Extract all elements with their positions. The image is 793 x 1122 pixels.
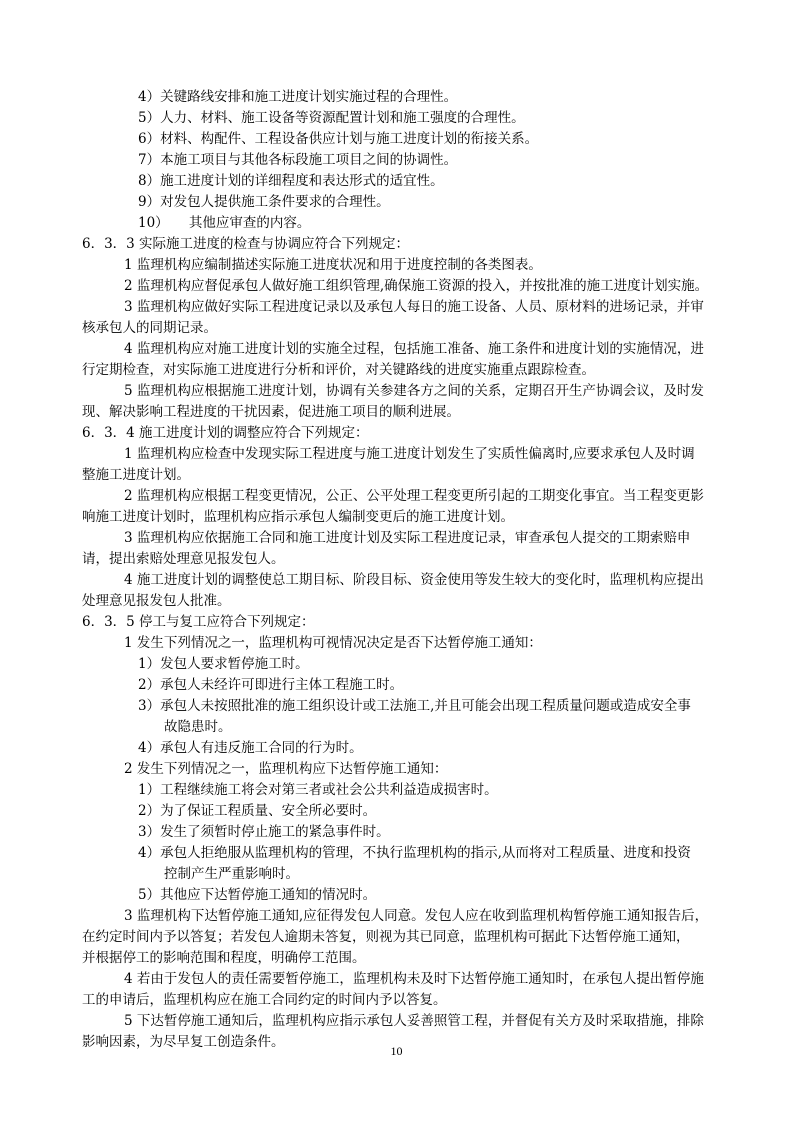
paragraph-line: 1 发生下列情况之一，监理机构可视情况决定是否下达暂停施工通知： — [124, 635, 542, 651]
paragraph-line: 工的申请后，监理机构应在施工合同约定的时间内予以答复。 — [82, 992, 447, 1008]
section-heading: 6．3．4 施工进度计划的调整应符合下列规定： — [82, 425, 369, 441]
paragraph-line: 请，提出索赔处理意见报发包人。 — [82, 551, 285, 567]
paragraph-line: 2 监理机构应根据工程变更情况，公正、公平处理工程变更所引起的工期变化事宜。当工程变更影 — [124, 488, 704, 504]
paragraph-line: 整施工进度计划。 — [82, 467, 190, 483]
list-item: 10） 其他应审查的内容。 — [138, 215, 311, 231]
list-item: 9）对发包人提供施工条件要求的合理性。 — [138, 194, 390, 210]
paragraph-line: 3 监理机构应做好实际工程进度记录以及承包人每日的施工设备、人员、原材料的进场记录，并审 — [124, 299, 704, 315]
paragraph-line: 响施工进度计划时，监理机构应指示承包人编制变更后的施工进度计划。 — [82, 509, 514, 525]
list-item: 2）承包人未经许可即进行主体工程施工时。 — [138, 677, 404, 693]
list-item: 7）本施工项目与其他各标段施工项目之间的协调性。 — [138, 152, 458, 168]
paragraph-line: 3 监理机构下达暂停施工通知,应征得发包人同意。发包人应在收到监理机构暂停施工通知报告后， — [124, 908, 709, 924]
list-item: 2）为了保证工程质量、安全所必要时。 — [138, 803, 377, 819]
paragraph-line: 1 监理机构应编制描述实际施工进度状况和用于进度控制的各类图表。 — [124, 257, 542, 273]
paragraph-line: 5 监理机构应根据施工进度计划，协调有关参建各方之间的关系，定期召开生产协调会议，及时发 — [124, 383, 704, 399]
paragraph-line: 4 监理机构应对施工进度计划的实施全过程，包括施工准备、施工条件和进度计划的实施情况，进 — [124, 341, 704, 357]
section-heading: 6．3．5 停工与复工应符合下列规定： — [82, 614, 315, 630]
list-item: 4）承包人拒绝服从监理机构的管理，不执行监理机构的指示,从而将对工程质量、进度和投资 — [138, 845, 691, 861]
list-item: 4）承包人有违反施工合同的行为时。 — [138, 740, 363, 756]
list-item: 故隐患时。 — [164, 719, 232, 735]
paragraph-line: 并根据停工的影响范围和程度，明确停工范围。 — [82, 950, 366, 966]
paragraph-line: 核承包人的同期记录。 — [82, 320, 217, 336]
section-heading: 6．3．3 实际施工进度的检查与协调应符合下列规定： — [82, 236, 410, 252]
list-item: 4）关键路线安排和施工进度计划实施过程的合理性。 — [138, 89, 458, 105]
list-item: 3）发生了须暂时停止施工的紧急事件时。 — [138, 824, 390, 840]
paragraph-line: 影响因素，为尽早复工创造条件。 — [82, 1034, 285, 1050]
list-item: 控制产生严重影响时。 — [164, 866, 299, 882]
list-item: 3）承包人未按照批准的施工组织设计或工法施工,并且可能会出现工程质量问题或造成安全事 — [138, 698, 691, 714]
paragraph-line: 处理意见报发包人批准。 — [82, 593, 231, 609]
list-item: 6）材料、构配件、工程设备供应计划与施工进度计划的衔接关系。 — [138, 131, 539, 147]
list-item: 5）人力、材料、施工设备等资源配置计划和施工强度的合理性。 — [138, 110, 525, 126]
paragraph-line: 4 若由于发包人的责任需要暂停施工，监理机构未及时下达暂停施工通知时，在承包人提出暂停施 — [124, 971, 704, 987]
page-number: 10 — [390, 1044, 403, 1058]
paragraph-line: 2 发生下列情况之一，监理机构应下达暂停施工通知： — [124, 761, 448, 777]
paragraph-line: 5 下达暂停施工通知后，监理机构应指示承包人妥善照管工程，并督促有关方及时采取措施，排除 — [124, 1013, 704, 1029]
paragraph-line: 行定期检查，对实际施工进度进行分析和评价，对关键路线的进度实施重点跟踪检查。 — [82, 362, 595, 378]
paragraph-line: 在约定时间内予以答复；若发包人逾期未答复，则视为其已同意，监理机构可据此下达暂停施工通知， — [82, 929, 690, 945]
paragraph-line: 现、解决影响工程进度的干扰因素，促进施工项目的顺利进展。 — [82, 404, 460, 420]
list-item: 1）工程继续施工将会对第三者或社会公共利益造成损害时。 — [138, 782, 498, 798]
paragraph-line: 2 监理机构应督促承包人做好施工组织管理,确保施工资源的投入，并按批准的施工进度计划实施。 — [124, 278, 709, 294]
paragraph-line: 3 监理机构应依据施工合同和施工进度计划及实际工程进度记录，审查承包人提交的工期索赔申 — [124, 530, 691, 546]
list-item: 1）发包人要求暂停施工时。 — [138, 656, 309, 672]
paragraph-line: 4 施工进度计划的调整使总工期目标、阶段目标、资金使用等发生较大的变化时，监理机构应提出 — [124, 572, 704, 588]
paragraph-line: 1 监理机构应检查中发现实际工程进度与施工进度计划发生了实质性偏离时,应要求承包人及时调 — [124, 446, 695, 462]
list-item: 8）施工进度计划的详细程度和表达形式的适宜性。 — [138, 173, 444, 189]
list-item: 5）其他应下达暂停施工通知的情况时。 — [138, 887, 377, 903]
